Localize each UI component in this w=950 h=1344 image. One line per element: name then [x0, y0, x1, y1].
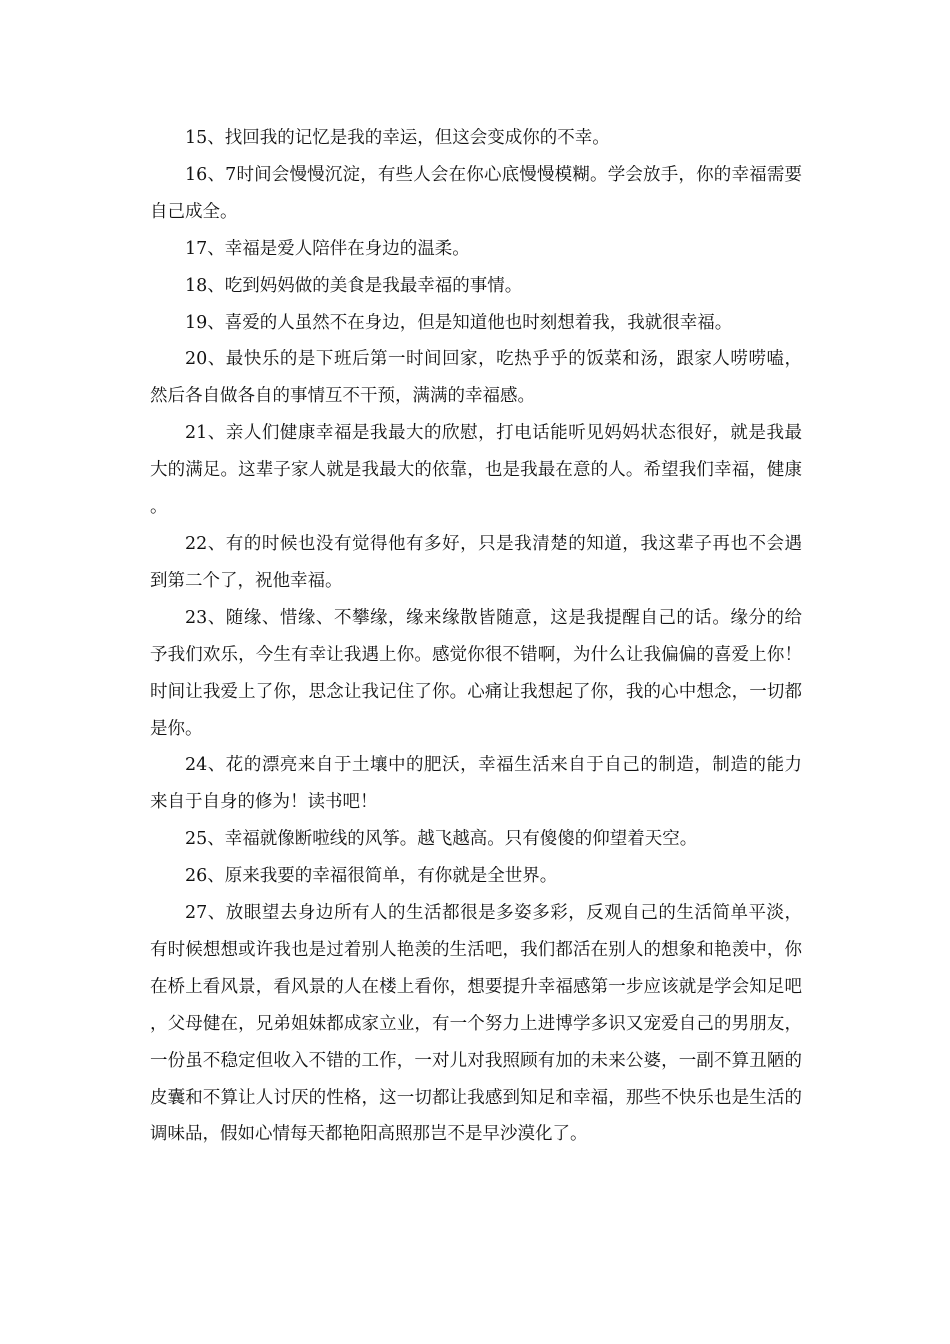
paragraph-15: 15、找回我的记忆是我的幸运，但这会变成你的不幸。	[185, 128, 610, 148]
paragraph-22: 22、有的时候也没有觉得他有多好，只是我清楚的知道，我这辈子再也不会遇到第二个了，祝他幸福。	[150, 533, 802, 591]
paragraph-16: 16、7时间会慢慢沉淀，有些人会在你心底慢慢模糊。学会放手，你的幸福需要自己成全。	[150, 164, 802, 222]
paragraph-19: 19、喜爱的人虽然不在身边，但是知道他也时刻想着我，我就很幸福。	[185, 312, 733, 333]
paragraph-26: 26、原来我要的幸福很简单，有你就是全世界。	[185, 866, 558, 887]
paragraph-17: 17、幸福是爱人陪伴在身边的温柔。	[185, 238, 470, 259]
paragraph-23: 23、随缘、惜缘、不攀缘，缘来缘散皆随意，这是我提醒自己的话。缘分的给予我们欢乐，今生有幸让我遇上你。感觉你很不错啊，为什么让我偏偏的喜爱上你！时间让我爱上了你，思念让我记住了你。心痛让我想起了你，我的心中想念，一切都是你。	[150, 607, 802, 739]
paragraph-21: 21、亲人们健康幸福是我最大的欣慰，打电话能听见妈妈状态很好，就是我最大的满足。这辈子家人就是我最大的依靠，也是我最在意的人。希望我们幸福，健康。	[150, 423, 802, 518]
paragraph-20: 20、最快乐的是下班后第一时间回家，吃热乎乎的饭菜和汤，跟家人唠唠嗑，然后各自做各自的事情互不干预，满满的幸福感。	[150, 349, 802, 407]
paragraph-24: 24、花的漂亮来自于土壤中的肥沃，幸福生活来自于自己的制造，制造的能力来自于自身的修为！读书吧！	[150, 755, 802, 813]
paragraph-25: 25、幸福就像断啦线的风筝。越飞越高。只有傻傻的仰望着天空。	[185, 829, 698, 850]
paragraph-18: 18、吃到妈妈做的美食是我最幸福的事情。	[185, 275, 523, 296]
paragraph-27: 27、放眼望去身边所有人的生活都很是多姿多彩，反观自己的生活简单平淡，有时候想想或许我也是过着别人艳羡的生活吧，我们都活在别人的想象和艳羡中，你在桥上看风景，看风景的人在楼上看你，想要提升幸福感第一步应该就是学会知足吧，父母健在，兄弟姐妹都成家立业，有一个努力上进博学多识又宠爱自己的男朋友，一份虽不稳定但收入不错的工作，一对儿对我照顾有加的未来公婆，一副不算丑陋的皮囊和不算让人讨厌的性格，这一切都让我感到知足和幸福，那些不快乐也是生活的调味品，假如心情每天都艳阳高照那岂不是早沙漠化了。	[150, 903, 802, 1145]
document-body	[150, 120, 802, 1153]
